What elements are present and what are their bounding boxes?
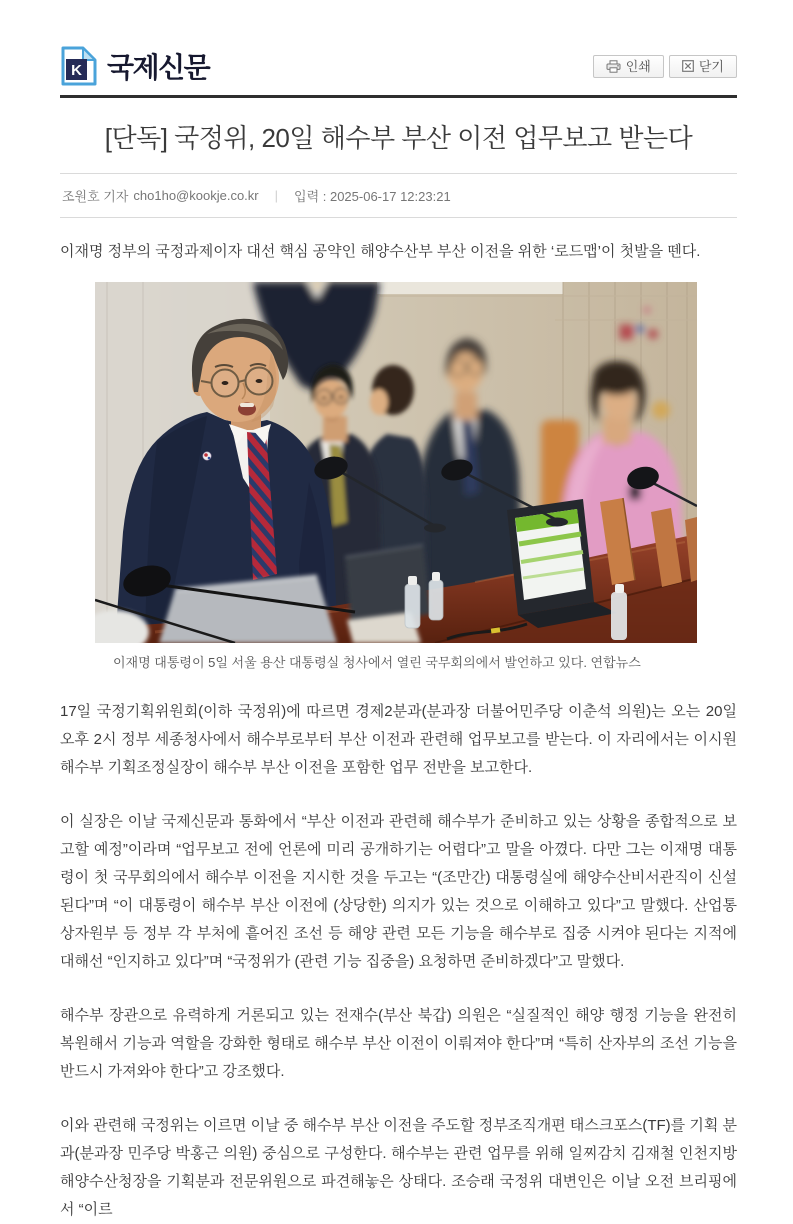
published-time: 입력 : 2025-06-17 12:23:21: [294, 189, 451, 204]
logo-letter: K: [71, 62, 82, 79]
brand-logo: [60, 46, 209, 86]
reporter-name: 조원호 기자: [62, 189, 129, 204]
close-button[interactable]: [669, 55, 737, 78]
byline-bar: [60, 173, 737, 218]
photo-caption: 이재명 대통령이 5일 서울 용산 대통령실 청사에서 열린 국무회의에서 발언하고 있다. 연합뉴스: [113, 655, 641, 670]
close-box-icon: [682, 60, 694, 72]
close-button-label: 닫기: [698, 58, 724, 74]
printer-icon: [606, 60, 621, 73]
article-figure: [95, 282, 697, 672]
article-headline: [단독] 국정위, 20일 해수부 부산 이전 업무보고 받는다: [104, 123, 693, 153]
body-paragraph: 17일 국정기획위원회(이하 국정위)에 따르면 경제2분과(분과장 더불어민주당 이춘석 의원)는 오는 20일 오후 2시 정부 세종청사에서 해수부로부터 부산 이전과 관련해 업무보고를 받는다. 이 자리에서는 이시원 해수부 기획조정실장이 해수부 부산 이전을 포함한 업무 전반을 보고한다.: [60, 703, 737, 777]
brand-name: 국제신문: [107, 52, 210, 83]
lead-paragraph: 이재명 정부의 국정과제이자 대선 핵심 공약인 해양수산부 부산 이전을 위한 ‘로드맵’이 첫발을 뗀다.: [60, 243, 701, 260]
article-photo: [95, 282, 697, 643]
body-paragraph: 해수부 장관으로 유력하게 거론되고 있는 전재수(부산 북갑) 의원은 “실질적인 해양 행정 기능을 완전히 복원해서 기능과 역할을 강화한 형태로 해수부 부산 이전이 이뤄져야 한다”며 “특히 산자부의 조선 기능을 반드시 가져와야 한다”고 강조했다.: [60, 1007, 737, 1081]
print-button-label: 인쇄: [625, 58, 651, 74]
reporter-email: cho1ho@kookje.co.kr: [133, 188, 259, 203]
byline-separator: |: [274, 188, 279, 203]
print-button[interactable]: [593, 55, 664, 78]
kookje-logo-icon: [60, 46, 98, 86]
masthead: [60, 46, 737, 98]
body-paragraph: 이 실장은 이날 국제신문과 통화에서 “부산 이전과 관련해 해수부가 준비하고 있는 상황을 종합적으로 보고할 예정”이라며 “업무보고 전에 언론에 미리 공개하기는 어렵다”고 말을 아꼈다. 다만 그는 이재명 대통령이 첫 국무회의에서 해수부 이전을 지시한 것을 두고는 “(조만간) 대통령실에 해양수산비서관직이 신설된다”며 “이 대통령이 해수부 부산 이전에 (상당한) 의지가 있는 것으로 이해하고 있다”고 말했다. 산업통상자원부 등 정부 각 부처에 흩어진 조선 등 해양 관련 모든 기능을 해수부로 집중 시켜야 된다는 지적에 대해선 “인지하고 있다”며 “국정위가 (관련 기능 집중을) 요청하면 준비하겠다”고 말했다.: [60, 813, 737, 971]
body-paragraph: 이와 관련해 국정위는 이르면 이날 중 해수부 부산 이전을 주도할 정부조직개편 태스크포스(TF)를 기획 분과(분과장 민주당 박홍근 의원) 중심으로 구성한다. 해수부는 관련 업무를 위해 일찌감치 김재철 인천지방해양수산청장을 기획분과 전문위원으로 파견해놓은 상태다. 조승래 국정위 대변인은 이날 오전 브리핑에서 “이르: [60, 1117, 737, 1219]
window-buttons: [593, 55, 737, 78]
